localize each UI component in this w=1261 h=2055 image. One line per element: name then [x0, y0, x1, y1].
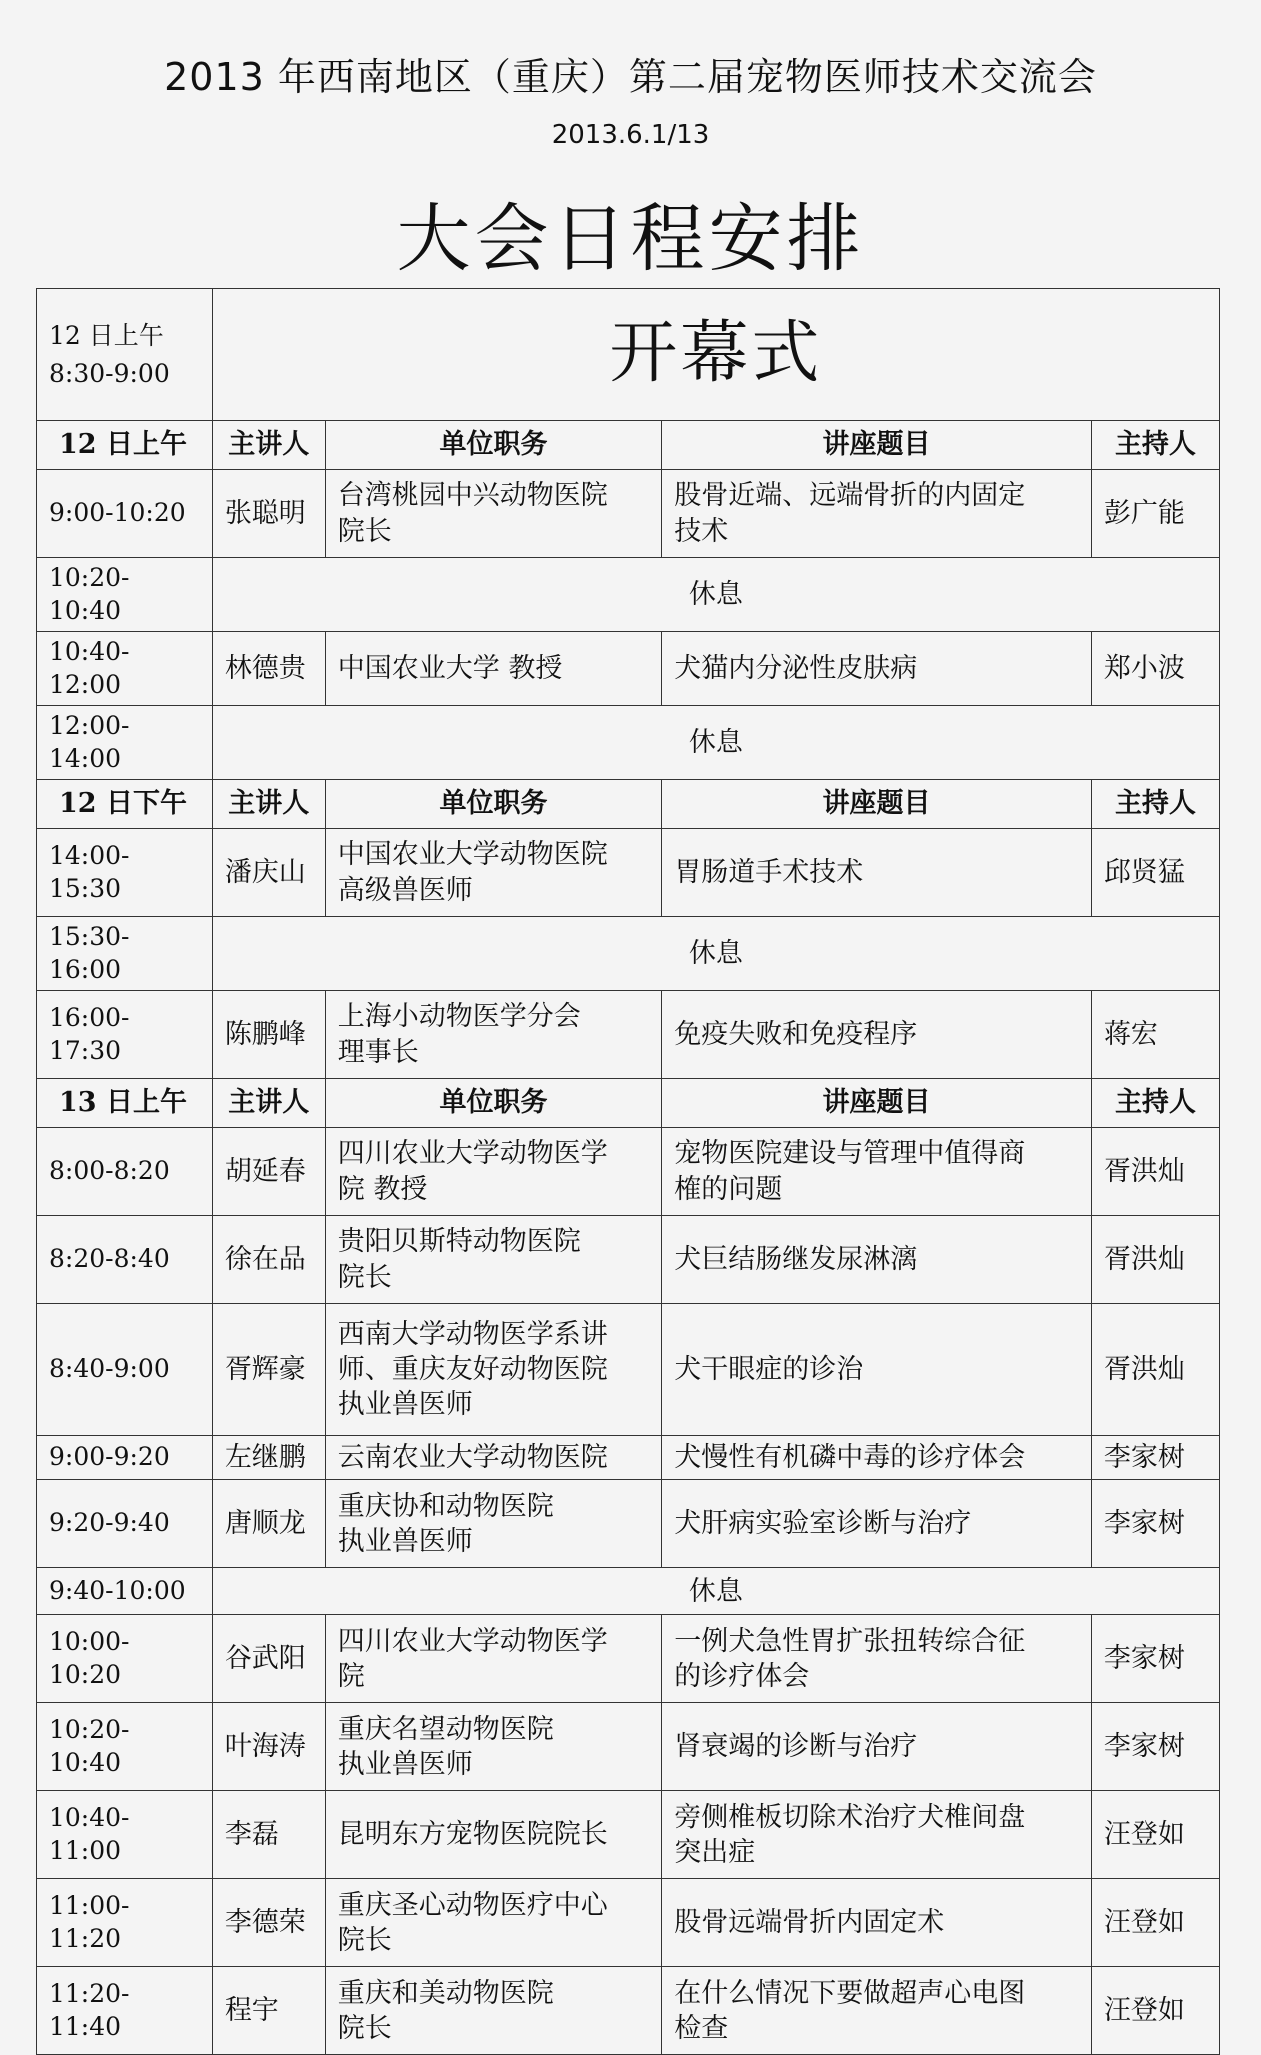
column-header-topic: 讲座题目	[662, 421, 1092, 470]
speaker-affiliation	[325, 1791, 661, 1879]
speaker-affiliation	[325, 1128, 661, 1216]
host-name: 汪登如	[1091, 1791, 1219, 1879]
talk-time: 11:00-11:20	[37, 1879, 213, 1967]
talk-topic	[662, 1879, 1092, 1967]
host-name: 李家树	[1091, 1436, 1219, 1480]
talk-topic	[662, 1216, 1092, 1304]
session-label: 13 日上午	[37, 1079, 213, 1128]
talk-topic	[662, 1480, 1092, 1568]
speaker-affiliation-line: 贵阳贝斯特动物医院	[337, 1226, 581, 1258]
speaker-name: 李德荣	[212, 1879, 325, 1967]
speaker-affiliation	[325, 1216, 661, 1304]
talk-row	[37, 632, 1220, 706]
opening-time-cell	[37, 289, 213, 421]
host-name: 胥洪灿	[1091, 1128, 1219, 1216]
talk-topic-line: 犬猫内分泌性皮肤病	[674, 652, 918, 684]
column-header-speaker: 主讲人	[212, 421, 325, 470]
talk-topic-line: 榷的问题	[674, 1173, 783, 1205]
talk-time: 9:00-10:20	[37, 470, 213, 558]
talk-topic-line: 免疫失败和免疫程序	[674, 1018, 918, 1050]
speaker-affiliation-line: 院长	[337, 1924, 392, 1956]
talk-time: 9:00-9:20	[37, 1436, 213, 1480]
column-header-affiliation: 单位职务	[325, 421, 661, 470]
talk-time: 8:40-9:00	[37, 1304, 213, 1436]
speaker-name: 林德贵	[212, 632, 325, 706]
talk-time: 8:20-8:40	[37, 1216, 213, 1304]
talk-topic	[662, 1615, 1092, 1703]
talk-time: 10:40-11:00	[37, 1791, 213, 1879]
speaker-affiliation-line: 院长	[337, 2012, 392, 2044]
speaker-affiliation-line: 中国农业大学 教授	[337, 652, 563, 684]
speaker-name: 陈鹏峰	[212, 991, 325, 1079]
column-header-topic: 讲座题目	[662, 1079, 1092, 1128]
talk-row	[37, 1703, 1220, 1791]
talk-topic-line: 宠物医院建设与管理中值得商	[674, 1138, 1026, 1170]
speaker-name: 谷武阳	[212, 1615, 325, 1703]
host-name: 邱贤猛	[1091, 829, 1219, 917]
talk-time: 16:00-17:30	[37, 991, 213, 1079]
host-name: 李家树	[1091, 1615, 1219, 1703]
column-header-host: 主持人	[1091, 1079, 1219, 1128]
talk-row	[37, 1879, 1220, 1967]
speaker-affiliation	[325, 991, 661, 1079]
talk-row	[37, 1128, 1220, 1216]
speaker-affiliation-line: 执业兽医师	[337, 1389, 473, 1421]
talk-topic-line: 一例犬急性胃扩张扭转综合征	[674, 1625, 1026, 1657]
speaker-affiliation	[325, 1480, 661, 1568]
talk-topic	[662, 1128, 1092, 1216]
opening-row	[37, 289, 1220, 421]
talk-topic-line: 犬巨结肠继发尿淋漓	[674, 1243, 918, 1275]
speaker-affiliation-line: 执业兽医师	[337, 1525, 473, 1557]
opening-title: 开幕式	[212, 289, 1219, 421]
page-heading: 大会日程安排	[396, 196, 865, 282]
speaker-affiliation	[325, 1436, 661, 1480]
host-name: 李家树	[1091, 1480, 1219, 1568]
speaker-affiliation-line: 云南农业大学动物医院	[337, 1442, 608, 1473]
host-name: 胥洪灿	[1091, 1304, 1219, 1436]
speaker-name: 李磊	[212, 1791, 325, 1879]
speaker-affiliation	[325, 1879, 661, 1967]
talk-topic-line: 犬慢性有机磷中毒的诊疗体会	[674, 1442, 1026, 1473]
break-time: 15:30-16:00	[37, 917, 213, 991]
speaker-affiliation-line: 院长	[337, 1261, 392, 1293]
column-header-affiliation: 单位职务	[325, 780, 661, 829]
speaker-affiliation	[325, 1304, 661, 1436]
schedule-body	[37, 289, 1220, 2055]
conference-date: 2013.6.1/13	[551, 120, 710, 150]
talk-topic	[662, 632, 1092, 706]
column-header-affiliation: 单位职务	[325, 1079, 661, 1128]
speaker-affiliation-line: 四川农业大学动物医学	[337, 1138, 608, 1170]
break-label: 休息	[212, 558, 1219, 632]
speaker-affiliation-line: 高级兽医师	[337, 874, 473, 906]
speaker-affiliation	[325, 1967, 661, 2055]
session-label: 12 日下午	[37, 780, 213, 829]
speaker-affiliation	[325, 470, 661, 558]
talk-row	[37, 1615, 1220, 1703]
talk-row	[37, 470, 1220, 558]
host-name: 彭广能	[1091, 470, 1219, 558]
speaker-name: 左继鹏	[212, 1436, 325, 1480]
speaker-affiliation-line: 中国农业大学动物医院	[337, 839, 608, 871]
column-header-topic: 讲座题目	[662, 780, 1092, 829]
column-header-speaker: 主讲人	[212, 1079, 325, 1128]
break-row	[37, 1568, 1220, 1615]
talk-row	[37, 1304, 1220, 1436]
host-name: 郑小波	[1091, 632, 1219, 706]
talk-time: 14:00-15:30	[37, 829, 213, 917]
conference-title: 2013 年西南地区（重庆）第二届宠物医师技术交流会	[164, 55, 1097, 99]
speaker-name: 胡延春	[212, 1128, 325, 1216]
host-name: 胥洪灿	[1091, 1216, 1219, 1304]
speaker-affiliation-line: 台湾桃园中兴动物医院	[337, 480, 608, 512]
talk-row	[37, 991, 1220, 1079]
speaker-affiliation-line: 重庆圣心动物医疗中心	[337, 1889, 608, 1921]
talk-topic-line: 旁侧椎板切除术治疗犬椎间盘	[674, 1801, 1026, 1833]
column-header-host: 主持人	[1091, 780, 1219, 829]
speaker-name: 张聪明	[212, 470, 325, 558]
talk-topic-line: 的诊疗体会	[674, 1660, 810, 1692]
talk-topic	[662, 1791, 1092, 1879]
speaker-affiliation-line: 重庆协和动物医院	[337, 1490, 554, 1522]
talk-time: 10:40-12:00	[37, 632, 213, 706]
talk-time: 9:20-9:40	[37, 1480, 213, 1568]
break-time: 12:00-14:00	[37, 706, 213, 780]
speaker-affiliation-line: 西南大学动物医学系讲	[337, 1318, 608, 1350]
talk-topic-line: 胃肠道手术技术	[674, 856, 864, 888]
talk-topic	[662, 470, 1092, 558]
speaker-name: 程宇	[212, 1967, 325, 2055]
speaker-affiliation	[325, 1615, 661, 1703]
session-label: 12 日上午	[37, 421, 213, 470]
talk-row	[37, 1216, 1220, 1304]
speaker-name: 唐顺龙	[212, 1480, 325, 1568]
break-label: 休息	[212, 1568, 1219, 1615]
session-header-row	[37, 1079, 1220, 1128]
talk-topic-line: 突出症	[674, 1836, 756, 1868]
speaker-name: 叶海涛	[212, 1703, 325, 1791]
speaker-affiliation-line: 重庆名望动物医院	[337, 1713, 554, 1745]
talk-topic	[662, 1304, 1092, 1436]
speaker-name: 潘庆山	[212, 829, 325, 917]
speaker-affiliation-line: 院 教授	[337, 1173, 428, 1205]
talk-topic	[662, 1436, 1092, 1480]
talk-row	[37, 1480, 1220, 1568]
speaker-affiliation-line: 上海小动物医学分会	[337, 1001, 581, 1033]
talk-time: 10:00-10:20	[37, 1615, 213, 1703]
speaker-affiliation-line: 执业兽医师	[337, 1748, 473, 1780]
break-label: 休息	[212, 706, 1219, 780]
session-header-row	[37, 780, 1220, 829]
talk-topic	[662, 991, 1092, 1079]
break-time: 10:20-10:40	[37, 558, 213, 632]
break-row	[37, 917, 1220, 991]
speaker-affiliation	[325, 1703, 661, 1791]
talk-topic	[662, 1967, 1092, 2055]
opening-time-range: 8:30-9:00	[49, 358, 170, 388]
speaker-affiliation-line: 院	[337, 1660, 365, 1692]
speaker-affiliation	[325, 829, 661, 917]
column-header-host: 主持人	[1091, 421, 1219, 470]
host-name: 汪登如	[1091, 1967, 1219, 2055]
talk-topic-line: 股骨远端骨折内固定术	[674, 1907, 945, 1939]
talk-time: 11:20-11:40	[37, 1967, 213, 2055]
host-name: 汪登如	[1091, 1879, 1219, 1967]
talk-topic-line: 在什么情况下要做超声心电图	[674, 1977, 1026, 2009]
talk-time: 10:20-10:40	[37, 1703, 213, 1791]
speaker-name: 胥辉豪	[212, 1304, 325, 1436]
speaker-affiliation-line: 院长	[337, 515, 392, 547]
column-header-speaker: 主讲人	[212, 780, 325, 829]
speaker-affiliation-line: 理事长	[337, 1036, 419, 1068]
talk-row	[37, 829, 1220, 917]
speaker-affiliation-line: 重庆和美动物医院	[337, 1977, 554, 2009]
talk-topic-line: 肾衰竭的诊断与治疗	[674, 1731, 918, 1763]
break-row	[37, 558, 1220, 632]
break-time: 9:40-10:00	[37, 1568, 213, 1615]
talk-topic-line: 犬干眼症的诊治	[674, 1353, 864, 1385]
speaker-affiliation-line: 昆明东方宠物医院院长	[337, 1819, 608, 1851]
opening-time-day: 12 日上午	[49, 321, 164, 350]
talk-row	[37, 1967, 1220, 2055]
speaker-affiliation	[325, 632, 661, 706]
talk-topic-line: 犬肝病实验室诊断与治疗	[674, 1508, 972, 1540]
talk-topic-line: 股骨近端、远端骨折的内固定	[674, 480, 1026, 512]
talk-row	[37, 1436, 1220, 1480]
talk-topic-line: 技术	[674, 515, 729, 547]
talk-topic	[662, 1703, 1092, 1791]
host-name: 蒋宏	[1091, 991, 1219, 1079]
host-name: 李家树	[1091, 1703, 1219, 1791]
talk-topic-line: 检查	[674, 2012, 729, 2044]
talk-time: 8:00-8:20	[37, 1128, 213, 1216]
break-row	[37, 706, 1220, 780]
speaker-affiliation-line: 师、重庆友好动物医院	[337, 1353, 608, 1385]
speaker-name: 徐在品	[212, 1216, 325, 1304]
talk-topic	[662, 829, 1092, 917]
schedule-table	[36, 288, 1220, 2055]
speaker-affiliation-line: 四川农业大学动物医学	[337, 1625, 608, 1657]
break-label: 休息	[212, 917, 1219, 991]
session-header-row	[37, 421, 1220, 470]
talk-row	[37, 1791, 1220, 1879]
